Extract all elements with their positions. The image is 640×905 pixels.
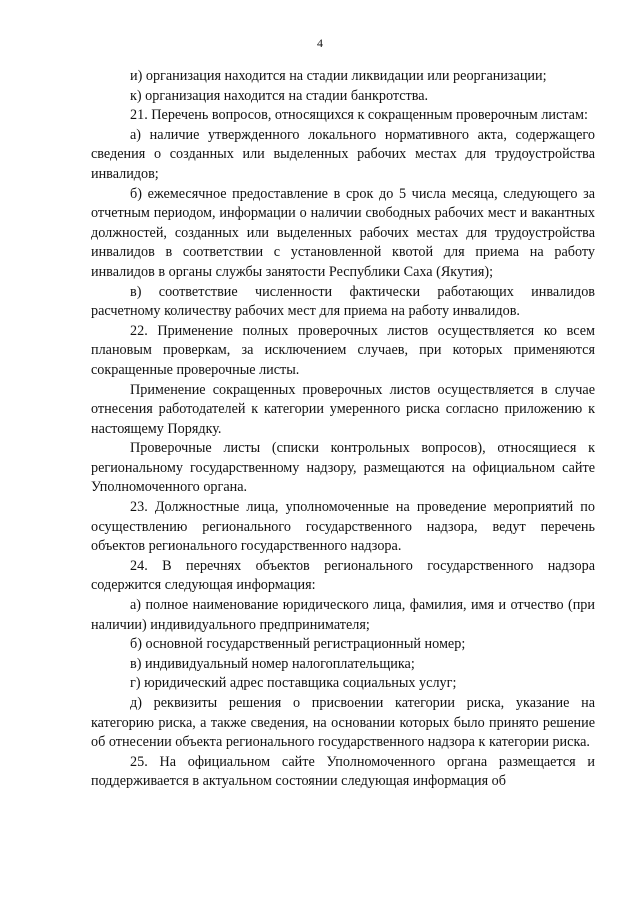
clause-23: 23. Должностные лица, уполномоченные на проведение мероприятий по осуществлению регионального государственного надзора, ведут перечень объектов регионального государственного надзора.	[91, 499, 595, 555]
clause-21-item-a: а) наличие утвержденного локального нормативного акта, содержащего сведения о созданных или выделенных рабочих местах для трудоустройства инвалидов;	[91, 126, 595, 182]
clause-24-heading: 24. В перечнях объектов регионального государственного надзора содержится следующая информация:	[91, 557, 595, 594]
clause-22: 22. Применение полных проверочных листов осуществляется ко всем плановым проверкам, за исключением случаев, при которых применяются сокращенные проверочные листы.	[91, 322, 595, 378]
page-number: 4	[317, 36, 323, 50]
item-k-bankruptcy: к) организация находится на стадии банкротства.	[130, 87, 429, 104]
clause-21-item-v: в) соответствие численности фактически работающих инвалидов расчетному количеству рабочих мест для приема на работу инвалидов.	[91, 283, 595, 320]
clause-24-item-d: д) реквизиты решения о присвоении категории риска, указание на категорию риска, а также сведения, на основании которых было принято решение об отнесении объекта регионального государственного надзора к категории риска.	[91, 695, 595, 751]
item-i-liquidation: и) организация находится на стадии ликвидации или реорганизации;	[130, 68, 547, 84]
clause-24-item-g: г) юридический адрес поставщика социальных услуг;	[130, 675, 457, 692]
clause-24-item-b: б) основной государственный регистрационный номер;	[130, 636, 466, 653]
clause-22-paragraph-3: Проверочные листы (списки контрольных вопросов), относящиеся к региональному государственному надзору, размещаются на официальном сайте Уполномоченного органа.	[91, 440, 595, 496]
clause-22-paragraph-2: Применение сокращенных проверочных листов осуществляется в случае отнесения работодателей к категории умеренного риска согласно приложению к настоящему Порядку.	[91, 381, 595, 437]
clause-21-heading: 21. Перечень вопросов, относящихся к сокращенным проверочным листам:	[130, 107, 588, 124]
clause-24-item-v: в) индивидуальный номер налогоплательщика;	[130, 655, 415, 672]
clause-24-item-a: а) полное наименование юридического лица, фамилия, имя и отчество (при наличии) индивидуального предпринимателя;	[91, 597, 595, 633]
document-body	[91, 67, 595, 792]
clause-21-item-b: б) ежемесячное предоставление в срок до 5 числа месяца, следующего за отчетным периодом, информации о наличии свободных рабочих мест и вакантных должностей, созданных или выделенных рабочих местах для трудоустройства инвалидов в соответствии с установленной квотой для приема на работу инвалидов в органы службы занятости Республики Саха (Якутия);	[91, 185, 595, 280]
clause-25: 25. На официальном сайте Уполномоченного органа размещается и поддерживается в актуальном состоянии следующая информация об	[91, 753, 595, 790]
